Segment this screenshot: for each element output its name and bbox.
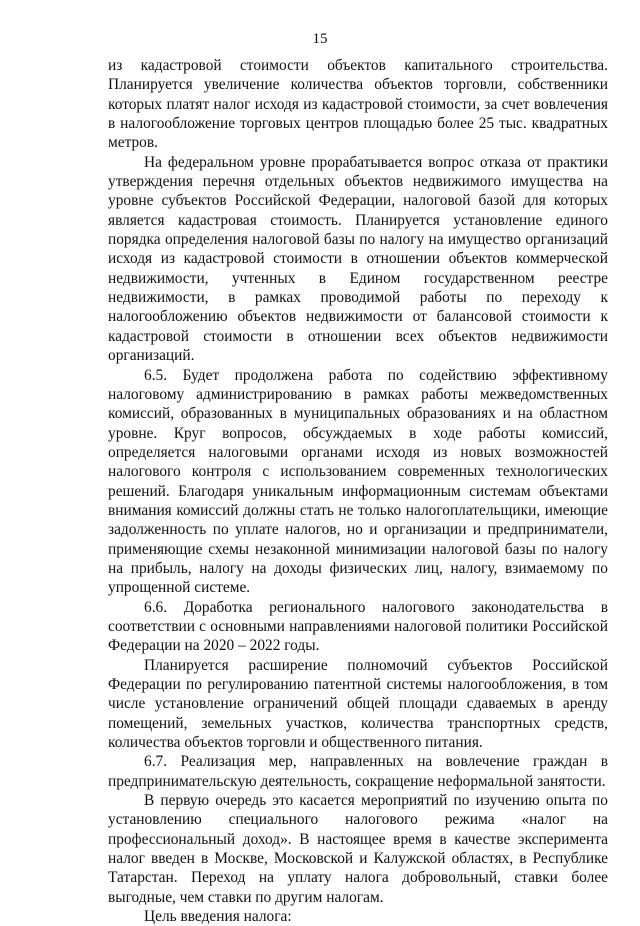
body-text bbox=[108, 56, 608, 926]
paragraph-federal-level: На федеральном уровне прорабатывается вопрос отказа от практики утверждения перечня отдельных объектов недвижимого имущества на уровне субъектов Российской Федерации, налоговой базой для которых является кадастровая стоимость. Планируется установление единого порядка определения налоговой базы по налогу на имущество организаций исходя из кадастровой стоимости в отношении объектов коммерческой недвижимости, учтенных в Едином государственном реестре недвижимости, в рамках проводимой работы по переходу к налогообложению объектов недвижимости от балансовой стоимости к кадастровой стоимости в отношении всех объектов недвижимости организаций. bbox=[108, 153, 608, 365]
paragraph-6-7: 6.7. Реализация мер, направленных на вовлечение граждан в предпринимательскую деятельность, сокращение неформальной занятости. bbox=[108, 753, 608, 790]
paragraph-tax-goal: Цель введения налога: bbox=[144, 908, 292, 926]
paragraph-6-6: 6.6. Доработка регионального налогового законодательства в соответствии с основными направлениями налоговой политики Российской Федерации на 2020 – 2022 годы. bbox=[108, 598, 608, 655]
paragraph-continuation: из кадастровой стоимости объектов капитального строительства. Планируется увеличение количества объектов торговли, собственники которых платят налог исходя из кадастровой стоимости, за счет вовлечения в налогообложение торговых центров площадью более 25 тыс. квадратных метров. bbox=[108, 57, 608, 152]
paragraph-6-5: 6.5. Будет продолжена работа по содействию эффективному налоговому администрированию в рамках работы межведомственных комиссий, образованных в муниципальных образованиях и на областном уровне. Круг вопросов, обсуждаемых в ходе работы комиссий, определяется налоговыми органами исходя из новых возможностей налогового контроля с использованием современных технологических решений. Благодаря уникальным информационным системам объектами внимания комиссий должны стать не только налогоплательщики, имеющие задолженность по уплате налогов, но и организации и предприниматели, применяющие схемы незаконной минимизации налоговой базы по налогу на прибыль, налогу на доходы физических лиц, налогу, взимаемому по упрощенной системе. bbox=[108, 366, 608, 597]
paragraph-patent-system: Планируется расширение полномочий субъектов Российской Федерации по регулированию патентной системы налогообложения, в том числе установление ограничений общей площади сдаваемых в аренду помещений, земельных участков, количества транспортных средств, количества объектов торговли и общественного питания. bbox=[108, 656, 608, 752]
page-number: 15 bbox=[312, 31, 328, 47]
paragraph-professional-income-tax: В первую очередь это касается мероприятий по изучению опыта по установлению специального налогового режима «налог на профессиональный доход». В настоящее время в качестве эксперимента налог введен в Москве, Московской и Калужской областях, в Республике Татарстан. Переход на уплату налога добровольный, ставки более выгодные, чем ставки по другим налогам. bbox=[108, 792, 608, 906]
